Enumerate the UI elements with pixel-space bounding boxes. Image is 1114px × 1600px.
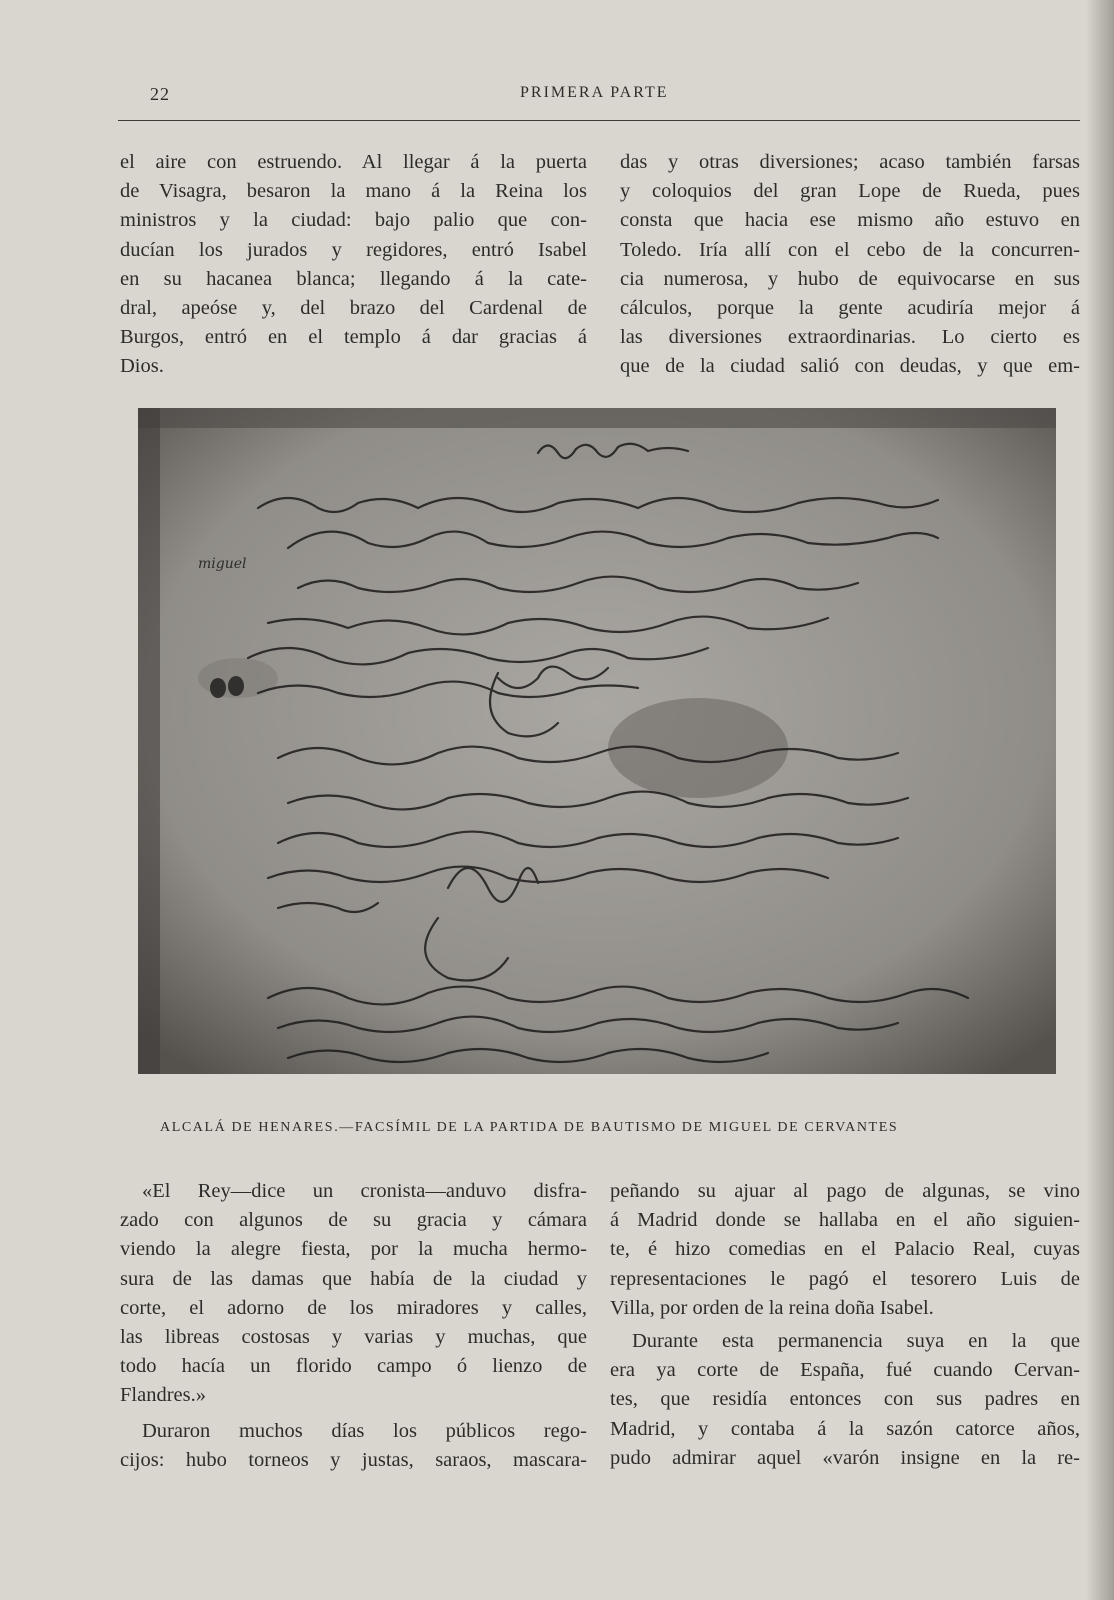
- text-line: Madrid, y contaba á la sazón catorce años,: [610, 1417, 1080, 1440]
- paragraph: [610, 1177, 1080, 1323]
- text-line: representaciones le pagó el tesorero Luis de: [610, 1267, 1080, 1290]
- text-line: zado con algunos de su gracia y cámara: [120, 1209, 587, 1232]
- text-line: á Madrid donde se hallaba en el año siguien-: [610, 1209, 1080, 1232]
- text-line: Toledo. Iría allí con el cebo de la concurren-: [620, 238, 1080, 261]
- text-line: sura de las damas que había de la ciudad y: [120, 1267, 587, 1290]
- text-line: cijos: hubo torneos y justas, saraos, mascara-: [120, 1448, 587, 1471]
- text-line: pudo admirar aquel «varón insigne en la re-: [610, 1446, 1080, 1469]
- text-line: Flandres.»: [120, 1384, 206, 1407]
- page-number: 22: [150, 84, 170, 104]
- handwriting-image: [138, 408, 1056, 1074]
- text-line: el aire con estruendo. Al llegar á la puerta: [120, 151, 587, 173]
- text-line: corte, el adorno de los miradores y calles,: [120, 1296, 587, 1319]
- text-line: Dios.: [120, 355, 164, 378]
- left-column-bottom: [120, 1177, 587, 1475]
- text-line: Durante esta permanencia suya en la que: [632, 1330, 1080, 1353]
- right-column-bottom: [610, 1177, 1080, 1473]
- text-line: tes, que residía entonces con sus padres en: [610, 1388, 1080, 1411]
- text-line: y coloquios del gran Lope de Rueda, pues: [620, 180, 1080, 203]
- paragraph: [120, 1417, 587, 1475]
- header-rule: [118, 120, 1080, 121]
- text-line: «El Rey—dice un cronista—anduvo disfra-: [142, 1180, 587, 1202]
- text-line: Villa, por orden de la reina doña Isabel.: [610, 1296, 934, 1319]
- text-line: te, é hizo comedias en el Palacio Real, cuyas: [610, 1238, 1080, 1261]
- text-line: das y otras diversiones; acaso también farsas: [620, 151, 1080, 173]
- text-line: las diversiones extraordinarias. Lo cierto es: [620, 326, 1080, 349]
- running-title: PRIMERA PARTE: [520, 84, 669, 101]
- text-line: en su hacanea blanca; llegando á la cate-: [120, 267, 587, 290]
- running-head: [150, 84, 1080, 108]
- text-line: peñando su ajuar al pago de algunas, se vino: [610, 1180, 1080, 1202]
- right-column-top: [620, 148, 1080, 382]
- marginal-name: miguel: [198, 556, 247, 572]
- text-line: ducían los jurados y regidores, entró Isabel: [120, 238, 587, 261]
- text-line: de Visagra, besaron la mano á la Reina los: [120, 180, 587, 203]
- text-line: cia numerosa, y hubo de equivocarse en sus: [620, 267, 1080, 290]
- text-line: dral, apeóse y, del brazo del Cardenal de: [120, 297, 587, 320]
- paragraph: [610, 1327, 1080, 1473]
- paragraph: [120, 1177, 587, 1411]
- baptism-record-facsimile: [138, 408, 1056, 1074]
- text-line: Duraron muchos días los públicos rego-: [142, 1419, 587, 1442]
- text-line: Burgos, entró en el templo á dar gracias á: [120, 326, 587, 349]
- text-line: cálculos, porque la gente acudiría mejor á: [620, 297, 1080, 320]
- left-column-top: [120, 148, 587, 382]
- text-line: ministros y la ciudad: bajo palio que con-: [120, 209, 587, 232]
- text-line: que de la ciudad salió con deudas, y que em-: [620, 355, 1080, 378]
- text-line: las libreas costosas y varias y muchas, que: [120, 1326, 587, 1349]
- paragraph: [620, 148, 1080, 382]
- text-line: era ya corte de España, fué cuando Cervan-: [610, 1359, 1080, 1382]
- page-edge-shadow: [1086, 0, 1114, 1600]
- paragraph: [120, 148, 587, 382]
- text-line: consta que hacia ese mismo año estuvo en: [620, 209, 1080, 232]
- text-line: todo hacía un florido campo ó lienzo de: [120, 1355, 587, 1378]
- figure-caption: ALCALÁ DE HENARES.—FACSÍMIL DE LA PARTIDA DE BAUTISMO DE MIGUEL DE CERVANTES: [160, 1120, 899, 1135]
- text-line: viendo la alegre fiesta, por la mucha hermo-: [120, 1238, 587, 1261]
